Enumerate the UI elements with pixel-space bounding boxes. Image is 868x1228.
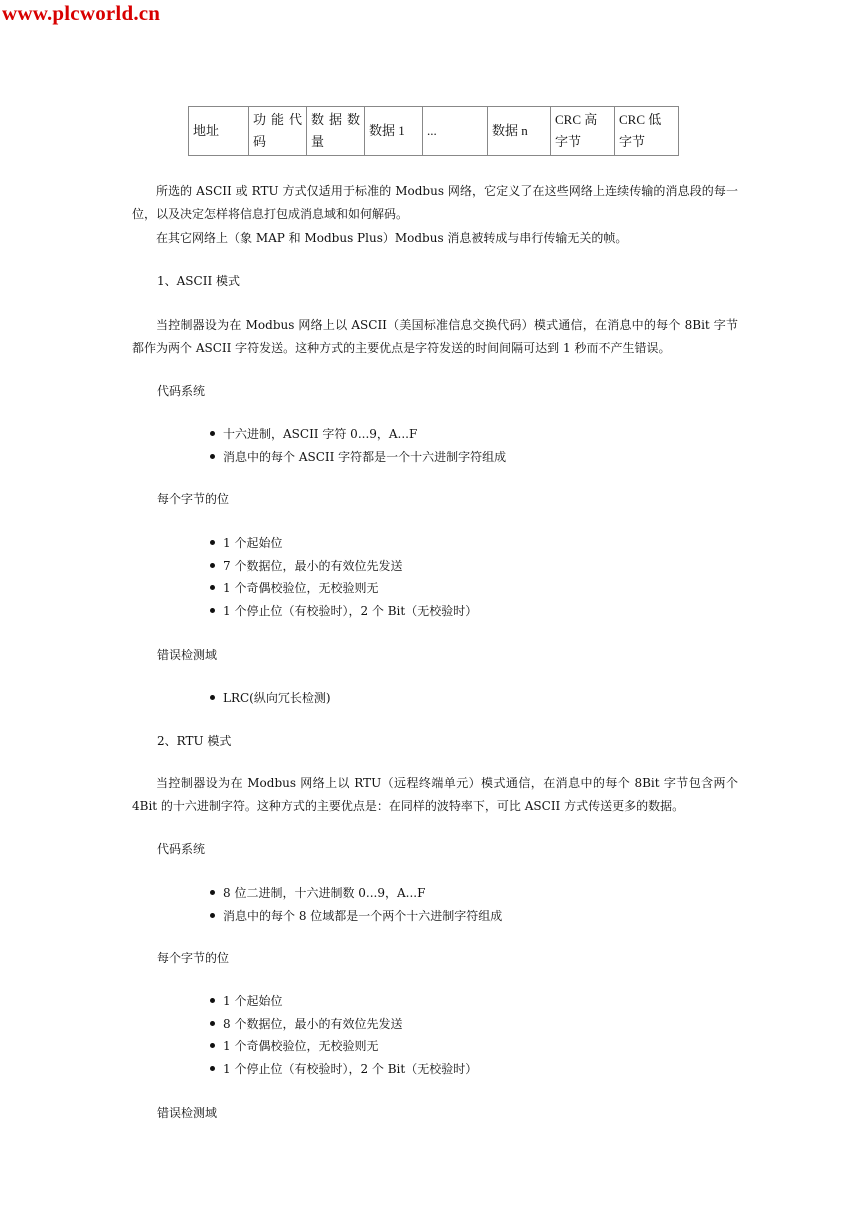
bullet-icon <box>210 540 215 545</box>
bullet-icon <box>210 913 215 918</box>
message-frame-table <box>188 106 679 156</box>
intro-paragraph-1: 所选的 ASCII 或 RTU 方式仅适用于标准的 Modbus 网络，它定义了在这些网络上连续传输的消息段的每一位，以及决定怎样将信息打包成消息域和如何解码。 <box>132 184 738 221</box>
list-item: 1 个起始位 <box>210 990 477 1013</box>
cell-data-n: 数据 n <box>488 107 551 156</box>
bullet-icon <box>210 454 215 459</box>
intro-paragraph-2: 在其它网络上（象 MAP 和 Modbus Plus）Modbus 消息被转成与串行传输无关的帧。 <box>156 231 628 245</box>
list-item: 十六进制，ASCII 字符 0...9，A...F <box>210 423 506 446</box>
rtu-paragraph: 当控制器设为在 Modbus 网络上以 RTU（远程终端单元）模式通信，在消息中的每个 8Bit 字节包含两个 4Bit 的十六进制字符。这种方式的主要优点是：在同样的波特率下，可比 ASCII 方式传送更多的数据。 <box>132 776 738 813</box>
list-item: 消息中的每个 ASCII 字符都是一个十六进制字符组成 <box>210 446 506 469</box>
bullet-icon <box>210 890 215 895</box>
ascii-bits-list <box>210 532 477 622</box>
ascii-bits-label: 每个字节的位 <box>157 492 230 506</box>
cell-address: 地址 <box>189 107 249 156</box>
rtu-bits-list <box>210 990 477 1080</box>
list-item: LRC(纵向冗长检测) <box>210 687 331 710</box>
ascii-paragraph: 当控制器设为在 Modbus 网络上以 ASCII（美国标准信息交换代码）模式通信，在消息中的每个 8Bit 字节都作为两个 ASCII 字符发送。这种方式的主要优点是字符发送的时间间隔可达到 1 秒而不产生错误。 <box>132 318 738 355</box>
list-item: 8 个数据位，最小的有效位先发送 <box>210 1013 477 1036</box>
list-item: 1 个停止位（有校验时），2 个 Bit（无校验时） <box>210 1058 477 1081</box>
rtu-heading: 2、RTU 模式 <box>157 734 232 748</box>
ascii-code-system-label: 代码系统 <box>157 384 206 398</box>
cell-data-count: 数据数量 <box>307 107 365 156</box>
cell-crc-high: CRC 高字节 <box>551 107 615 156</box>
ascii-error-list <box>210 687 331 710</box>
list-item: 1 个起始位 <box>210 532 477 555</box>
cell-crc-low: CRC 低字节 <box>615 107 679 156</box>
bullet-icon <box>210 1021 215 1026</box>
rtu-bits-label: 每个字节的位 <box>157 951 230 965</box>
cell-function-code: 功能代码 <box>249 107 307 156</box>
list-item: 1 个停止位（有校验时），2 个 Bit（无校验时） <box>210 600 477 623</box>
list-item: 8 位二进制，十六进制数 0...9，A...F <box>210 882 502 905</box>
list-item: 消息中的每个 8 位域都是一个两个十六进制字符组成 <box>210 905 502 928</box>
cell-data-1: 数据 1 <box>365 107 423 156</box>
rtu-code-system-label: 代码系统 <box>157 842 206 856</box>
table-row <box>189 107 679 156</box>
bullet-icon <box>210 608 215 613</box>
site-url-watermark[interactable]: www.plcworld.cn <box>2 1 161 25</box>
bullet-icon <box>210 585 215 590</box>
bullet-icon <box>210 1066 215 1071</box>
bullet-icon <box>210 563 215 568</box>
bullet-icon <box>210 998 215 1003</box>
rtu-code-system-list <box>210 882 502 927</box>
list-item: 1 个奇偶校验位，无校验则无 <box>210 1035 477 1058</box>
ascii-code-system-list <box>210 423 506 468</box>
ascii-error-label: 错误检测域 <box>157 648 218 662</box>
ascii-heading: 1、ASCII 模式 <box>157 274 240 288</box>
cell-ellipsis: ... <box>423 107 488 156</box>
bullet-icon <box>210 1043 215 1048</box>
list-item: 7 个数据位，最小的有效位先发送 <box>210 555 477 578</box>
list-item: 1 个奇偶校验位，无校验则无 <box>210 577 477 600</box>
rtu-error-label: 错误检测域 <box>157 1106 218 1120</box>
bullet-icon <box>210 695 215 700</box>
bullet-icon <box>210 431 215 436</box>
